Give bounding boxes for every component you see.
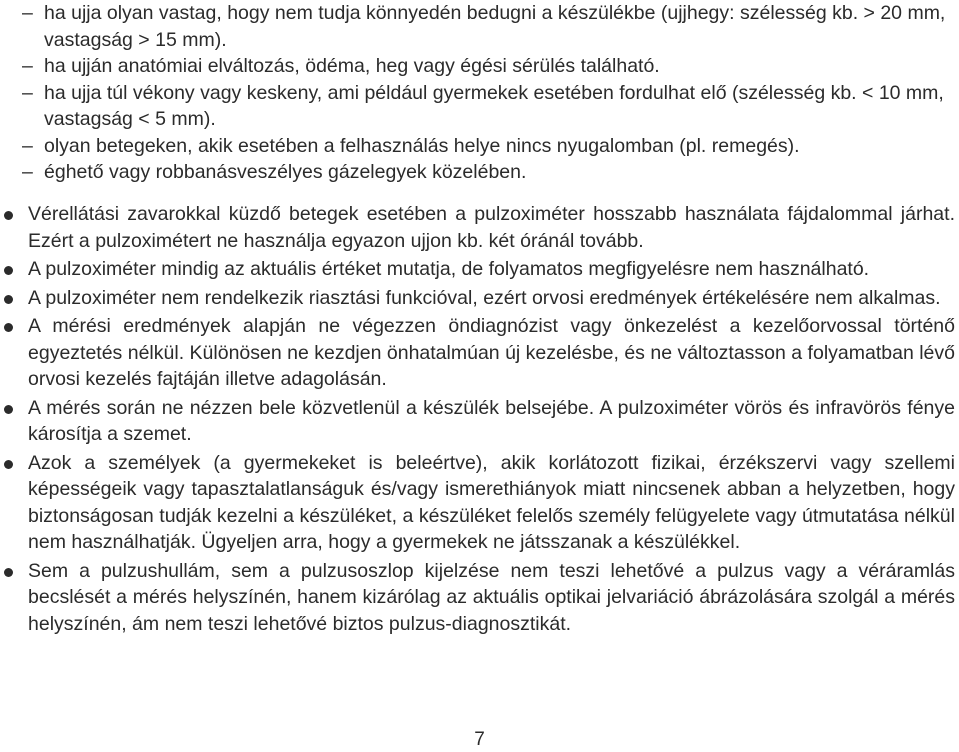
- bullet-item-text: A pulzoximéter mindig az aktuális értéket mutatja, de folyamatos megfigyelésre nem használható.: [28, 258, 870, 280]
- dash-list: [16, 0, 951, 186]
- bullet-item-text: A mérés során ne nézzen bele közvetlenül a készülék belsejébe. A pulzoximéter vörös és infravörös fénye károsítja a szemet.: [28, 396, 955, 445]
- bullet-item: [0, 256, 955, 283]
- bullet-list: [0, 201, 955, 639]
- bullet-dot-icon: [4, 405, 13, 414]
- bullet-item-text: A pulzoximéter nem rendelkezik riasztási funkcióval, ezért orvosi eredmények értékelésére nem alkalmas.: [28, 286, 941, 309]
- bullet-dot-icon: [4, 568, 13, 577]
- bullet-item: [0, 450, 955, 556]
- bullet-item-text: A mérési eredmények alapján ne végezzen öndiagnózist vagy önkezelést a kezelőorvossal történő egyeztetés nélkül. Különösen ne kezdjen önhatalmúan új kezelésbe, és ne változtasson a folyamatban lévő orvosi kezelés fajtáján illetve adagolásán.: [28, 315, 955, 390]
- dash-item: [16, 0, 951, 53]
- bullet-dot-icon: [4, 211, 13, 220]
- page-number: 7: [474, 729, 485, 750]
- dash-mark: –: [22, 55, 33, 77]
- dash-item-text: éghető vagy robbanásveszélyes gázelegyek közelében.: [44, 161, 527, 183]
- bullet-item: [0, 313, 955, 393]
- bullet-dot-icon: [4, 295, 13, 304]
- bullet-item: [0, 285, 955, 312]
- bullet-dot-icon: [4, 266, 13, 275]
- dash-item: [16, 80, 951, 133]
- bullet-item: [0, 395, 955, 448]
- dash-item: [16, 159, 951, 186]
- bullet-item-text: Vérellátási zavarokkal küzdő betegek esetében a pulzoximéter hosszabb használata fájdalommal járhat. Ezért a pulzoximétert ne használja egyazon ujjon kb. két óránál tovább.: [28, 203, 955, 252]
- dash-item: [16, 53, 951, 80]
- bullet-dot-icon: [4, 460, 13, 469]
- dash-mark: –: [22, 161, 33, 183]
- bullet-item: [0, 558, 955, 638]
- dash-item-text: ha ujja olyan vastag, hogy nem tudja könnyedén bedugni a készülékbe (ujjhegy: szélesség kb. > 20 mm, vastagság > 15 mm).: [44, 2, 946, 51]
- dash-mark: –: [22, 2, 33, 24]
- dash-mark: –: [22, 81, 33, 104]
- dash-item: [16, 133, 951, 160]
- bullet-dot-icon: [4, 323, 13, 332]
- bullet-item-text: Azok a személyek (a gyermekeket is beleértve), akik korlátozott fizikai, érzékszervi vagy szellemi képességeik vagy tapasztalatlanságuk és/vagy ismerethiányok miatt nincsenek abban a helyzetben, hogy biztonságosan tudják kezelni a készüléket, a készüléket felelős személy felügyelete vagy útmutatása nélkül nem használhatják. Ügyeljen arra, hogy a gyermekek ne játsszanak a készülékkel.: [28, 451, 955, 553]
- dash-mark: –: [22, 134, 33, 157]
- dash-item-text: olyan betegeken, akik esetében a felhasználás helye nincs nyugalomban (pl. remegés).: [44, 134, 800, 157]
- bullet-item: [0, 201, 955, 254]
- dash-item-text: ha ujján anatómiai elváltozás, ödéma, heg vagy égési sérülés található.: [44, 55, 660, 77]
- dash-item-text: ha ujja túl vékony vagy keskeny, ami például gyermekek esetében fordulhat elő (szélesség kb. < 10 mm, vastagság < 5 mm).: [44, 81, 944, 130]
- bullet-item-text: Sem a pulzushullám, sem a pulzusoszlop kijelzése nem teszi lehetővé a pulzus vagy a véráramlás becslését a mérés helyszínén, hanem kizárólag az aktuális optikai jelvariáció ábrázolására szolgál a mérés helyszínén, ám nem teszi lehetővé biztos pulzus-diagnosztikát.: [28, 559, 955, 635]
